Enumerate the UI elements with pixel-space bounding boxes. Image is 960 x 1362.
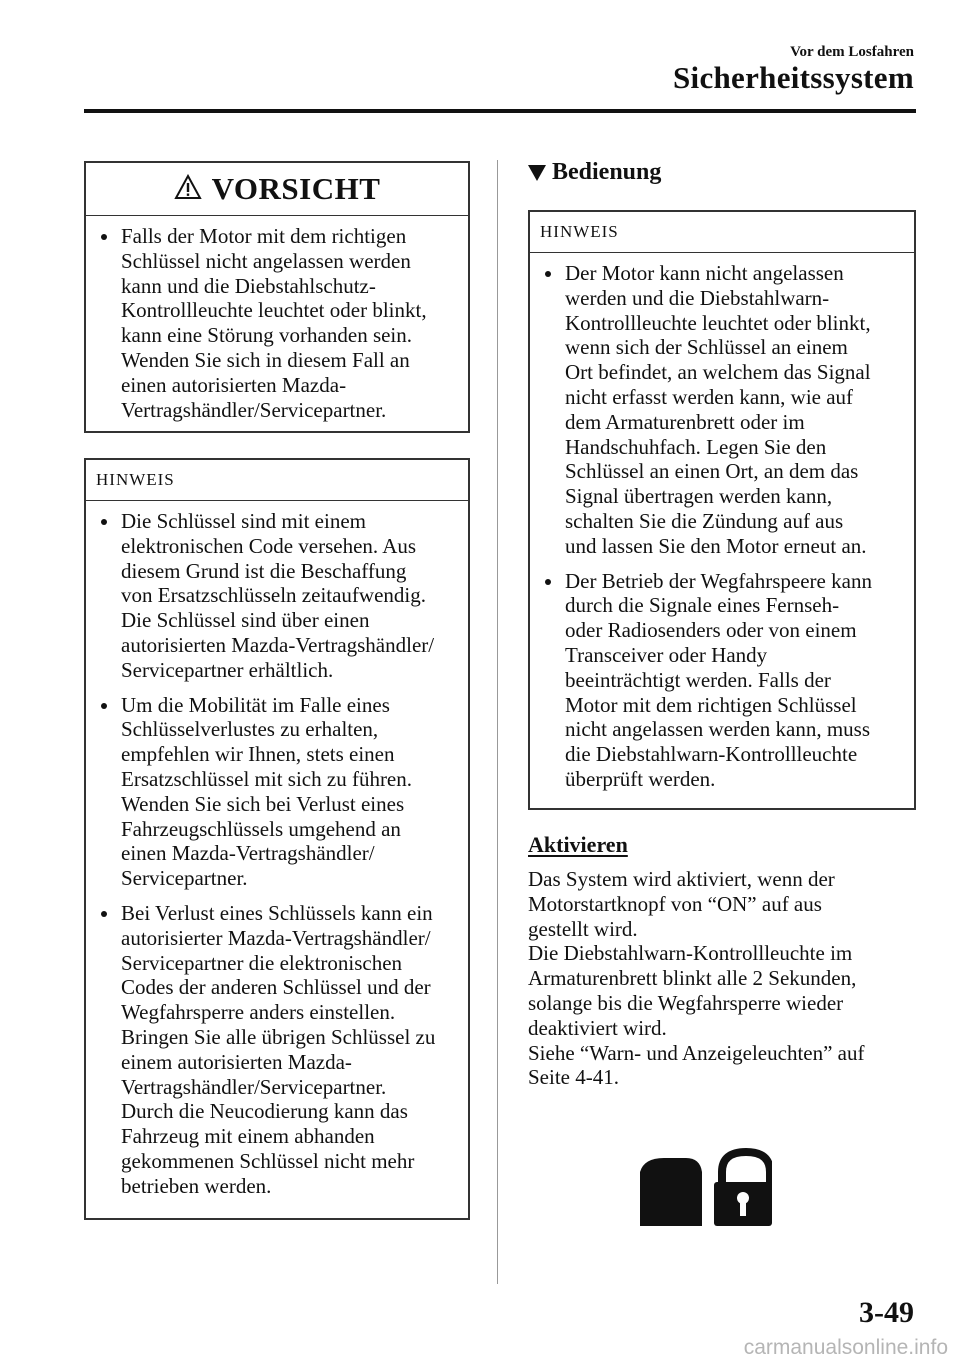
note-header-left: HINWEIS bbox=[86, 460, 468, 501]
note-item: Um die Mobilität im Falle eines Schlüsselverlustes zu erhalten, empfehlen wir Ihnen, stets einen Ersatzschlüssel mit sich zu führen. Wenden Sie sich bei Verlust eines Fahrzeugschlüssels umgehend an einen Mazda-Vertragshändler/ Servicepartner. bbox=[121, 693, 460, 891]
caution-list bbox=[86, 216, 468, 422]
operation-heading-text: Bedienung bbox=[552, 159, 662, 185]
caution-box bbox=[84, 161, 470, 433]
caution-title: VORSICHT bbox=[211, 171, 381, 206]
warning-triangle-icon bbox=[174, 174, 202, 200]
caution-item: Falls der Motor mit dem richtigen Schlüssel nicht angelassen werden kann und die Diebstahlschutz- Kontrollleuchte leuchtet oder blinkt, kann eine Störung vorhanden sein. Wenden Sie sich in diesem Fall an einen autorisierten Mazda- Vertragshändler/Servicepartner. bbox=[121, 224, 460, 422]
note-item: Die Schlüssel sind mit einem elektronischen Code versehen. Aus diesem Grund ist die Beschaffung von Ersatzschlüsseln zeitaufwendig. Die Schlüssel sind über einen autorisierten Mazda-Vertragshändler/ Servicepartner erhältlich. bbox=[121, 509, 460, 683]
watermark: carmanualsonline.info bbox=[743, 1336, 948, 1359]
section-triangle-icon bbox=[528, 165, 546, 181]
note-list-left bbox=[86, 501, 468, 1199]
note-header-right: HINWEIS bbox=[530, 212, 914, 253]
column-divider bbox=[497, 160, 498, 1284]
activate-heading: Aktivieren bbox=[528, 832, 628, 857]
operation-heading bbox=[528, 159, 661, 186]
header-rule bbox=[84, 109, 916, 113]
activate-text: Das System wird aktiviert, wenn der Motorstartknopf von “ON” auf aus gestellt wird. Die Diebstahlwarn-Kontrollleuchte im Armaturenbrett blinkt alle 2 Sekunden, solange bis die Wegfahrsperre wieder deaktiviert wird. Siehe “Warn- und Anzeigeleuchten” auf Seite 4-41. bbox=[528, 867, 865, 1090]
chapter-label: Vor dem Losfahren bbox=[790, 44, 914, 60]
caution-header bbox=[86, 163, 468, 216]
section-title: Sicherheitssystem bbox=[672, 60, 914, 95]
note-list-right bbox=[530, 253, 914, 792]
note-box-left bbox=[84, 458, 470, 1220]
note-item: Der Motor kann nicht angelassen werden und die Diebstahlwarn- Kontrollleuchte leuchtet oder blinkt, wenn sich der Schlüssel an einem Ort befindet, an welchem das Signal nicht erfasst werden kann, wie auf dem Armaturenbrett oder im Handschuhfach. Legen Sie den Schlüssel an einen Ort, an dem das Signal übertragen werden kann, schalten Sie die Zündung auf aus und lassen Sie den Motor erneut an. bbox=[565, 261, 906, 559]
note-item: Bei Verlust eines Schlüssels kann ein autorisierter Mazda-Vertragshändler/ Servicepartner die elektronischen Codes der anderen Schlüssel und der Wegfahrsperre anders einstellen. Bringen Sie alle übrigen Schlüssel zu einem autorisierten Mazda- Vertragshändler/Servicepartner. Durch die Neucodierung kann das Fahrzeug mit einem abhanden gekommenen Schlüssel nicht mehr betrieben werden. bbox=[121, 901, 460, 1199]
page-number: 3-49 bbox=[859, 1296, 914, 1329]
note-box-right bbox=[528, 210, 916, 810]
security-indicator-icon bbox=[638, 1148, 772, 1226]
note-item: Der Betrieb der Wegfahrspeere kann durch die Signale eines Fernseh- oder Radiosenders oder von einem Transceiver oder Handy beeinträchtigt werden. Falls der Motor mit dem richtigen Schlüssel nicht angelassen werden kann, muss die Diebstahlwarn-Kontrollleuchte überprüft werden. bbox=[565, 569, 906, 792]
